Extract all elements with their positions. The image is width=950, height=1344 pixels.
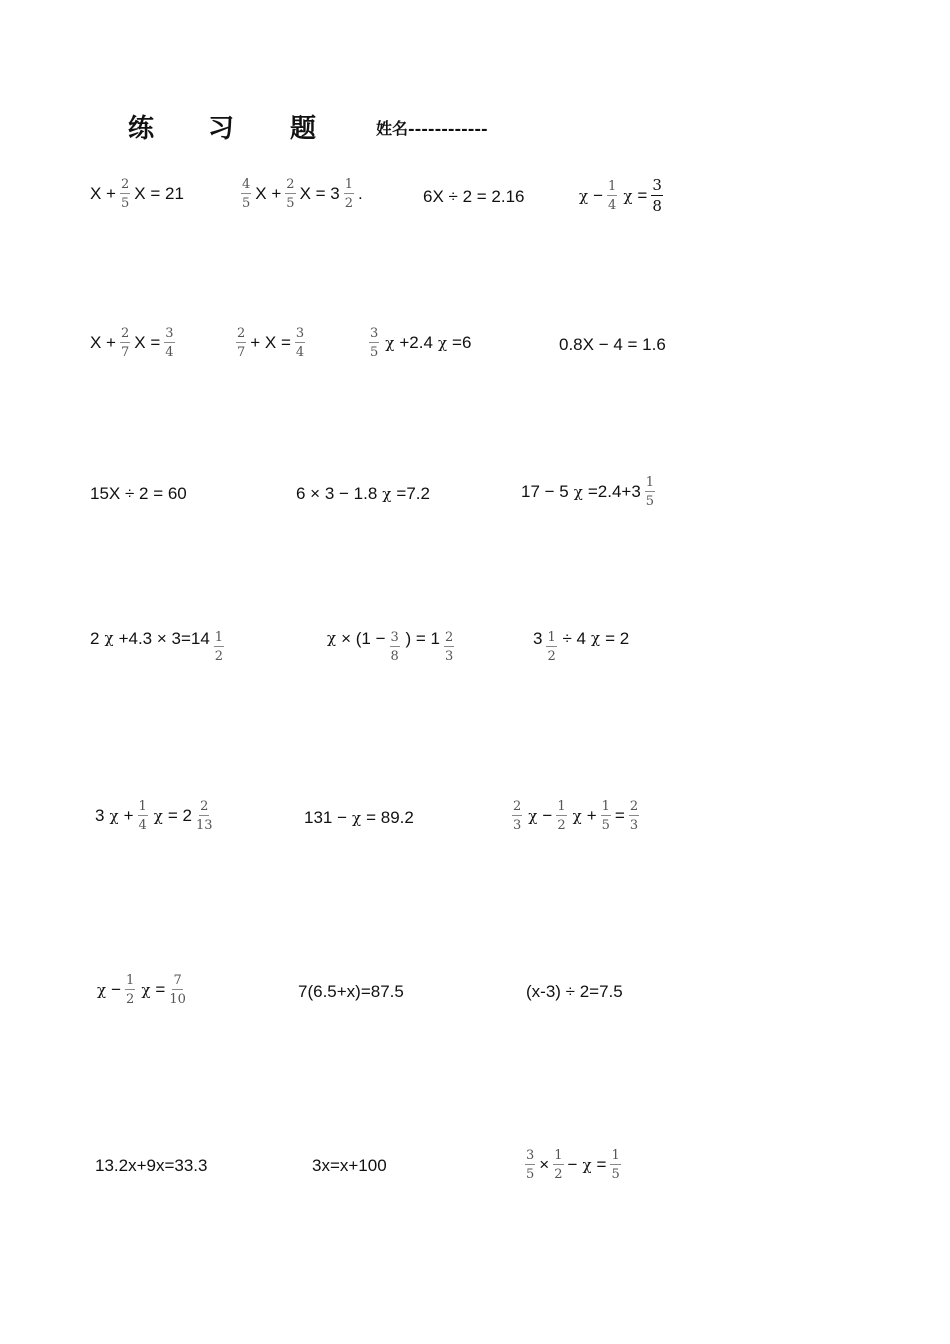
fraction-numerator: 2 xyxy=(121,326,130,341)
fraction-denominator: 4 xyxy=(138,818,147,833)
fraction xyxy=(601,800,611,832)
eq-text: 6X ÷ 2 = 2.16 xyxy=(423,187,525,206)
fraction-denominator: 3 xyxy=(513,818,522,833)
chi-symbol: χ xyxy=(352,809,362,827)
fraction-numerator: 1 xyxy=(608,179,617,194)
eq-text: X + xyxy=(255,184,282,203)
fraction xyxy=(444,631,454,663)
fraction-denominator: 4 xyxy=(165,345,174,360)
chi-symbol: χ xyxy=(528,807,538,825)
eq-text: × (1 − xyxy=(341,629,386,648)
fraction-denominator: 5 xyxy=(526,1167,535,1182)
equation-r6-3 xyxy=(526,982,623,1002)
chi-symbol: χ xyxy=(437,334,448,352)
equation-r1-1 xyxy=(90,178,184,210)
eq-text: X = 21 xyxy=(134,184,184,203)
equation-r3-2 xyxy=(296,484,430,504)
eq-text: + X = xyxy=(250,333,291,352)
equation-r2-4 xyxy=(559,335,666,355)
equation-r2-2 xyxy=(235,327,306,359)
fraction xyxy=(169,974,186,1006)
fraction-denominator: 2 xyxy=(557,818,566,833)
chi-symbol: χ xyxy=(572,807,582,825)
equation-r4-2 xyxy=(325,629,457,664)
eq-text: X + xyxy=(90,184,116,203)
chi-symbol: χ xyxy=(153,807,163,825)
fraction-numerator: 2 xyxy=(629,799,639,814)
fraction-denominator: 3 xyxy=(445,649,454,664)
equation-r6-2 xyxy=(298,982,404,1002)
title-char-1: 练 xyxy=(128,114,155,144)
fraction-numerator: 1 xyxy=(601,799,610,814)
eq-text: 131 − xyxy=(304,808,348,827)
eq-text: X = xyxy=(134,333,161,352)
eq-text: 3 xyxy=(533,629,543,648)
fraction xyxy=(164,327,174,359)
fraction-numerator: 3 xyxy=(295,326,305,341)
fraction xyxy=(610,1149,620,1181)
fraction-numerator: 3 xyxy=(526,1148,535,1163)
fraction xyxy=(553,1149,563,1181)
fraction xyxy=(369,327,379,359)
fraction-denominator: 5 xyxy=(645,494,655,509)
fraction-numerator: 1 xyxy=(547,630,556,645)
fraction-holder xyxy=(443,629,457,664)
equation-r1-3 xyxy=(423,187,525,207)
fraction-numerator: 1 xyxy=(344,177,354,192)
fraction-denominator: 2 xyxy=(126,992,135,1007)
fraction-holder xyxy=(545,629,559,664)
fraction xyxy=(629,800,639,832)
fraction-denominator: 7 xyxy=(121,345,130,360)
eq-text: − xyxy=(567,1155,578,1174)
eq-text: 15X ÷ 2 = 60 xyxy=(90,484,187,503)
eq-text: =7.2 xyxy=(396,484,430,503)
fraction-denominator: 5 xyxy=(611,1167,620,1182)
fraction-denominator: 2 xyxy=(214,649,224,664)
eq-text: X = 3 xyxy=(299,184,340,203)
chi-symbol: χ xyxy=(582,1156,592,1174)
fraction-denominator: 13 xyxy=(195,818,213,833)
fraction xyxy=(525,1149,535,1181)
fraction-denominator: 3 xyxy=(629,818,639,833)
fraction-denominator: 10 xyxy=(169,992,186,1007)
fraction-numerator: 2 xyxy=(445,630,454,645)
equation-r3-3 xyxy=(521,476,656,508)
fraction xyxy=(236,327,246,359)
eq-text: = 2 xyxy=(167,806,192,825)
eq-text: ÷ 4 xyxy=(562,629,586,648)
fraction-denominator: 5 xyxy=(242,196,251,211)
eq-text: = 89.2 xyxy=(366,808,414,827)
fraction-numerator: 2 xyxy=(121,177,130,192)
fraction xyxy=(196,800,213,832)
eq-text: 3x=x+100 xyxy=(312,1156,387,1175)
fraction xyxy=(645,476,655,508)
fraction-denominator: 5 xyxy=(601,818,610,833)
fraction xyxy=(138,800,148,832)
equation-r3-1 xyxy=(90,484,187,504)
fraction-numerator: 1 xyxy=(126,973,135,988)
equation-r5-2 xyxy=(304,808,414,828)
fraction xyxy=(295,327,305,359)
fraction-denominator: 5 xyxy=(370,345,379,360)
fraction-numerator: 1 xyxy=(611,1148,620,1163)
eq-text: = xyxy=(637,186,648,205)
fraction xyxy=(241,178,251,210)
fraction-numerator: 3 xyxy=(652,176,662,194)
fraction-numerator: 2 xyxy=(200,799,209,814)
fraction xyxy=(607,180,617,212)
fraction-holder xyxy=(213,629,227,664)
eq-text: + xyxy=(123,806,134,825)
chi-symbol: χ xyxy=(141,981,151,999)
eq-text: 17 − 5 xyxy=(521,482,569,501)
eq-text: 3 xyxy=(95,806,105,825)
fraction-numerator: 3 xyxy=(165,326,174,341)
fraction-numerator: 2 xyxy=(513,799,522,814)
equation-r7-1 xyxy=(95,1156,207,1176)
title-char-2: 习 xyxy=(208,114,235,144)
chi-symbol: χ xyxy=(385,334,395,352)
eq-text: =6 xyxy=(452,333,472,352)
eq-text: − xyxy=(111,980,122,999)
fraction-holder xyxy=(389,629,403,664)
fraction-numerator: 1 xyxy=(557,799,566,814)
eq-text: = xyxy=(614,806,625,825)
chi-symbol: χ xyxy=(573,483,583,501)
eq-text: × xyxy=(539,1155,550,1174)
chi-symbol: χ xyxy=(579,187,589,205)
equation-r4-1 xyxy=(90,629,227,664)
eq-text: +4.3 × 3=14 xyxy=(118,629,210,648)
fraction-numerator: 2 xyxy=(237,326,246,341)
fraction-denominator: 5 xyxy=(286,196,295,211)
fraction-denominator: 2 xyxy=(554,1167,563,1182)
fraction-numerator: 1 xyxy=(554,1148,563,1163)
fraction-numerator: 2 xyxy=(286,177,295,192)
fraction xyxy=(120,327,130,359)
fraction-denominator: 2 xyxy=(547,649,556,664)
eq-text: 13.2x+9x=33.3 xyxy=(95,1156,208,1175)
title-char-3: 题 xyxy=(290,114,317,144)
equation-r6-1 xyxy=(95,974,187,1006)
fraction-denominator: 4 xyxy=(295,345,305,360)
fraction xyxy=(651,178,663,214)
fraction-numerator: 3 xyxy=(370,326,379,341)
eq-text: +2.4 xyxy=(399,333,433,352)
eq-text: 7(6.5+x)=87.5 xyxy=(298,982,404,1001)
chi-symbol: χ xyxy=(623,187,633,205)
chi-symbol: χ xyxy=(97,981,107,999)
fraction xyxy=(556,800,566,832)
fraction xyxy=(125,974,135,1006)
fraction-numerator: 3 xyxy=(390,630,399,645)
fraction xyxy=(214,631,224,663)
eq-text: (x-3) ÷ 2=7.5 xyxy=(526,982,623,1001)
fraction xyxy=(390,631,400,663)
eq-text: . xyxy=(358,184,363,203)
fraction-denominator: 5 xyxy=(121,196,130,211)
fraction-denominator: 7 xyxy=(237,345,246,360)
fraction-denominator: 4 xyxy=(608,198,617,213)
fraction-numerator: 1 xyxy=(138,799,147,814)
fraction xyxy=(512,800,522,832)
fraction-denominator: 2 xyxy=(344,196,354,211)
eq-text: ) = 1 xyxy=(405,629,441,648)
equation-r5-3 xyxy=(511,800,640,832)
fraction-numerator: 7 xyxy=(173,973,182,988)
chi-symbol: χ xyxy=(109,807,119,825)
chi-symbol: χ xyxy=(382,485,392,503)
eq-text: =2.4+3 xyxy=(587,482,641,501)
equation-r4-3 xyxy=(533,629,630,664)
name-field-label: 姓名------------ xyxy=(376,119,488,138)
fraction xyxy=(120,178,130,210)
eq-text: − xyxy=(542,806,553,825)
equation-r2-1 xyxy=(90,327,176,359)
chi-symbol: χ xyxy=(327,629,337,647)
eq-text: = xyxy=(596,1155,607,1174)
equation-r1-4 xyxy=(577,178,664,214)
equation-r2-3 xyxy=(368,327,471,359)
equation-r7-2 xyxy=(312,1156,387,1176)
fraction xyxy=(344,178,354,210)
equation-r1-2 xyxy=(240,178,363,210)
eq-text: = xyxy=(155,980,166,999)
fraction-numerator: 1 xyxy=(214,630,224,645)
eq-text: 2 xyxy=(90,629,100,648)
eq-text: 6 × 3 − 1.8 xyxy=(296,484,378,503)
eq-text: + xyxy=(586,806,597,825)
fraction-numerator: 4 xyxy=(242,177,251,192)
eq-text: − xyxy=(593,186,604,205)
chi-symbol: χ xyxy=(104,629,114,647)
fraction xyxy=(546,631,556,663)
fraction xyxy=(285,178,295,210)
eq-text: = 2 xyxy=(605,629,630,648)
equation-r5-1 xyxy=(95,800,214,832)
fraction-denominator: 8 xyxy=(652,197,662,215)
eq-text: 0.8X − 4 = 1.6 xyxy=(559,335,666,354)
eq-text: X + xyxy=(90,333,116,352)
chi-symbol: χ xyxy=(590,629,601,647)
fraction-denominator: 8 xyxy=(390,649,399,664)
equation-r7-3 xyxy=(524,1149,622,1181)
fraction-numerator: 1 xyxy=(645,475,655,490)
